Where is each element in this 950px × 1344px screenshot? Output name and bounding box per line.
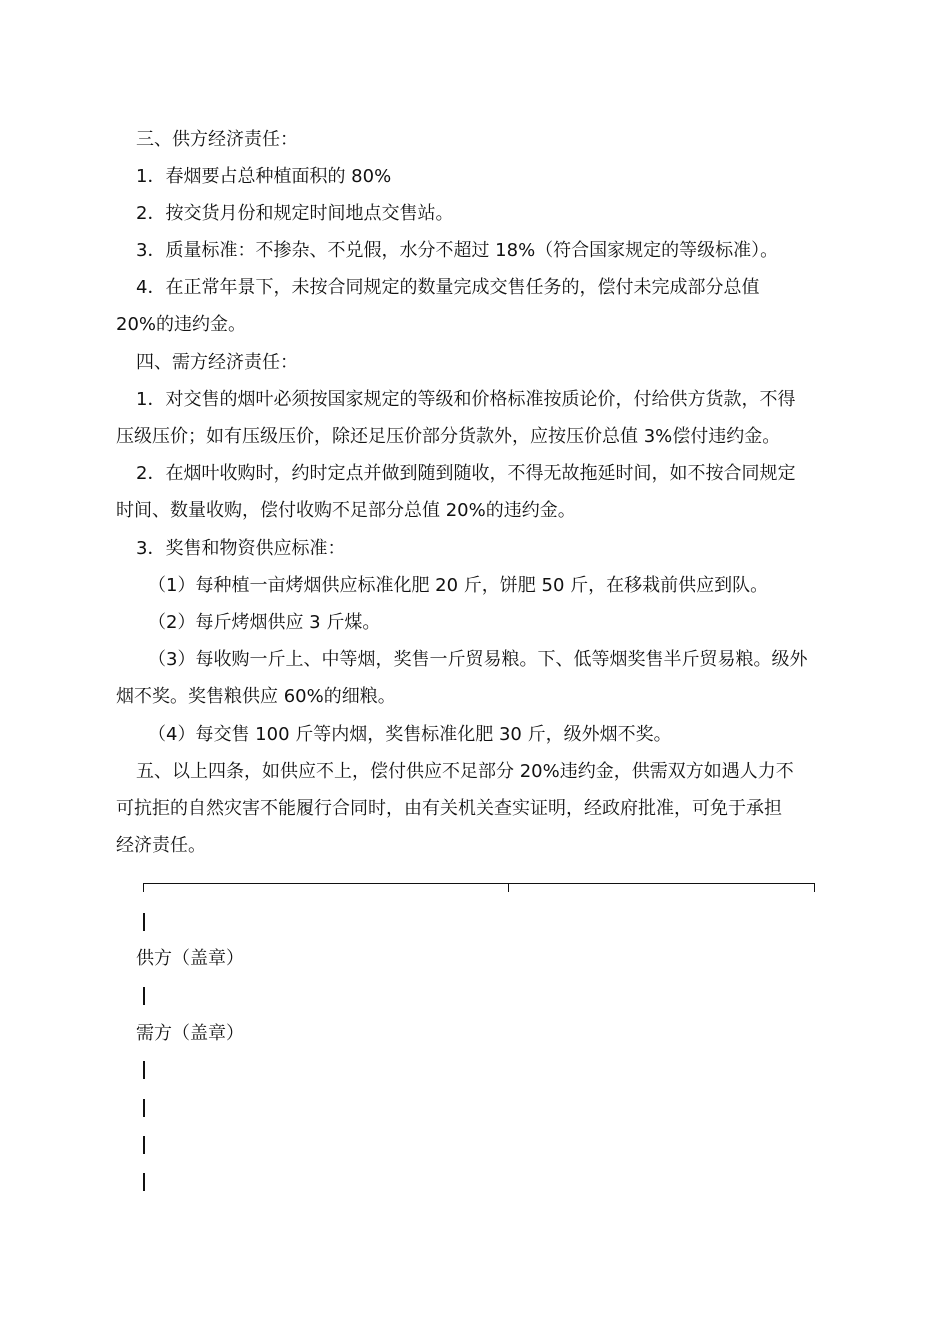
frame-left-border xyxy=(143,987,145,1005)
section5-line1: 五、以上四条，如供应不上，偿付供应不足部分 20%违约金，供需双方如遇人力不 xyxy=(136,761,794,782)
frame-left-corner xyxy=(143,883,144,892)
s4-sub1: （1）每种植一亩烤烟供应标准化肥 20 斤，饼肥 50 斤，在移栽前供应到队。 xyxy=(148,575,769,596)
frame-left-border xyxy=(143,1136,145,1154)
s4-item2-line1: 2．在烟叶收购时，约时定点并做到随到随收，不得无故拖延时间，如不按合同规定 xyxy=(136,463,796,484)
frame-left-border xyxy=(143,913,145,931)
s4-sub2: （2）每斤烤烟供应 3 斤煤。 xyxy=(148,612,381,633)
frame-left-border xyxy=(143,1173,145,1191)
s4-item1-line2: 压级压价；如有压级压价，除还足压价部分货款外，应按压价总值 3%偿付违约金。 xyxy=(116,426,781,447)
s3-item2: 2．按交货月份和规定时间地点交售站。 xyxy=(136,203,454,224)
s4-item3: 3．奖售和物资供应标准： xyxy=(136,538,346,559)
frame-right-corner xyxy=(814,883,815,892)
supplier-seal-label: 供方（盖章） xyxy=(136,948,244,969)
s4-sub4: （4）每交售 100 斤等内烟，奖售标准化肥 30 斤，级外烟不奖。 xyxy=(148,724,672,745)
s3-item4-line2: 20%的违约金。 xyxy=(116,314,247,335)
section3-title: 三、供方经济责任： xyxy=(136,129,298,150)
s4-item1-line1: 1．对交售的烟叶必须按国家规定的等级和价格标准按质论价，付给供方货款，不得 xyxy=(136,389,796,410)
section4-title: 四、需方经济责任： xyxy=(136,352,298,373)
frame-middle-tick xyxy=(508,883,509,892)
s4-item2-line2: 时间、数量收购，偿付收购不足部分总值 20%的违约金。 xyxy=(116,500,576,521)
s3-item4-line1: 4．在正常年景下，未按合同规定的数量完成交售任务的，偿付未完成部分总值 xyxy=(136,277,760,298)
s3-item3: 3．质量标准：不掺杂、不兑假，水分不超过 18%（符合国家规定的等级标准）。 xyxy=(136,240,779,261)
s3-item1: 1．春烟要占总种植面积的 80% xyxy=(136,166,392,187)
s4-sub3-line2: 烟不奖。奖售粮供应 60%的细粮。 xyxy=(116,686,396,707)
frame-left-border xyxy=(143,1099,145,1117)
section5-line3: 经济责任。 xyxy=(116,835,206,856)
section5-line2: 可抗拒的自然灾害不能履行合同时，由有关机关查实证明，经政府批准，可免于承担 xyxy=(116,798,782,819)
frame-left-border xyxy=(143,1061,145,1079)
s4-sub3-line1: （3）每收购一斤上、中等烟，奖售一斤贸易粮。下、低等烟奖售半斤贸易粮。级外 xyxy=(148,649,808,670)
frame-top-rule xyxy=(143,883,815,884)
buyer-seal-label: 需方（盖章） xyxy=(136,1023,244,1044)
